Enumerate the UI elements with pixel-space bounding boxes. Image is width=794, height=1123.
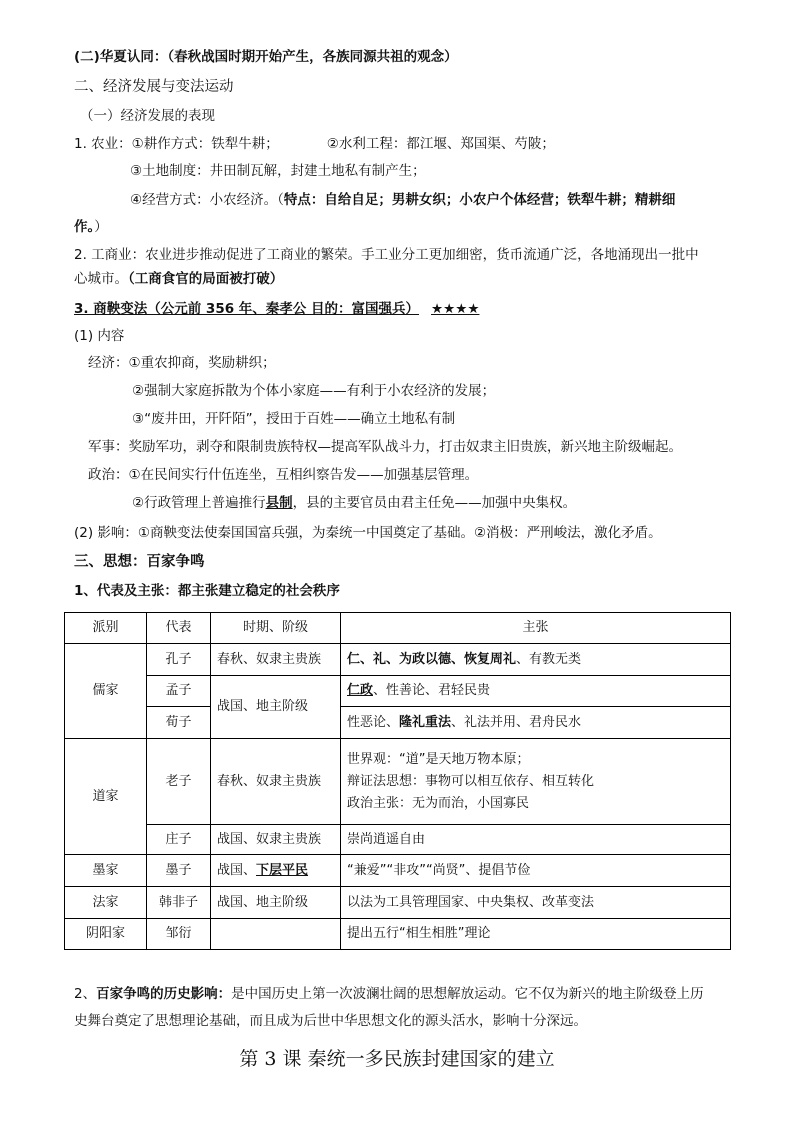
thought-impact-line-1 <box>74 985 704 1003</box>
period-mozi <box>211 855 341 887</box>
header-rep: 代表 <box>147 613 211 644</box>
claim-laozi-politics: 政治主张：无为而治，小国寡民 <box>347 795 530 811</box>
claim-xunzi-bold: 隆礼重法 <box>399 714 452 730</box>
school-mo: 墨家 <box>65 855 147 887</box>
period-zhuangzi: 战国、奴隶主贵族 <box>211 825 341 855</box>
rep-zhuangzi: 庄子 <box>147 825 211 855</box>
reform-impact: (2) 影响：①商鞅变法使秦国国富兵强，为秦统一中国奠定了基础。②消极：严刑峻法，激化矛盾。 <box>74 525 662 541</box>
section-huaxia-line <box>74 48 458 66</box>
agri-line-3 <box>130 191 675 209</box>
period-laozi: 春秋、奴隶主贵族 <box>211 739 341 825</box>
thought-subheading <box>74 582 340 600</box>
claim-laozi <box>341 739 731 825</box>
claim-xunzi-a: 性恶论、 <box>347 714 400 730</box>
table-row <box>65 707 731 739</box>
header-period: 时期、阶级 <box>211 613 341 644</box>
period-mozi-bold: 下层平民 <box>256 862 309 878</box>
impact-number: 2、 <box>74 986 97 1002</box>
reform-econ-1: 经济：①重农抑商，奖励耕织； <box>88 355 276 371</box>
reform-stars: ★★★★ <box>431 301 480 317</box>
rep-mozi: 墨子 <box>147 855 211 887</box>
rep-zouyan: 邹衍 <box>147 919 211 950</box>
commerce-line-2 <box>74 270 283 288</box>
claim-zouyan: 提出五行“相生相胜”理论 <box>341 919 731 950</box>
rep-hanfeizi: 韩非子 <box>147 887 211 919</box>
impact-text: 是中国历史上第一次波澜壮阔的思想解放运动。它不仅为新兴的地主阶级登上历 <box>231 986 704 1002</box>
table-row <box>65 739 731 825</box>
thought-sub-label: 1、代表及主张： <box>74 583 178 599</box>
header-school: 派别 <box>65 613 147 644</box>
section-economy-heading: 二、经济发展与变法运动 <box>74 79 234 95</box>
reform-politics-1: 政治：①在民间实行什伍连坐，互相纠察告发——加强基层管理。 <box>88 467 479 483</box>
reform-military: 军事：奖励军功，剥夺和限制贵族特权—提高军队战斗力，打击奴隶主旧贵族，新兴地主阶级崛起。 <box>88 439 682 455</box>
claim-laozi-worldview: 世界观：“道”是天地万物本原； <box>347 751 530 767</box>
table-row <box>65 919 731 950</box>
agri-farming: 1. 农业：①耕作方式：铁犁牛耕； <box>74 136 279 152</box>
claim-zhuangzi: 崇尚逍遥自由 <box>341 825 731 855</box>
huaxia-heading: (二)华夏认同： <box>74 49 168 65</box>
school-ru: 儒家 <box>65 644 147 739</box>
huaxia-note: （春秋战国时期开始产生，各族同源共祖的观念） <box>167 49 458 65</box>
claim-hanfeizi: 以法为工具管理国家、中央集权、改革变法 <box>341 887 731 919</box>
period-hanfeizi: 战国、地主阶级 <box>211 887 341 919</box>
agri-line-2: ③土地制度：井田制瓦解，封建土地私有制产生； <box>130 163 426 179</box>
claim-laozi-dialectic: 辩证法思想：事物可以相互依存、相互转化 <box>347 773 595 789</box>
school-yinyang: 阴阳家 <box>65 919 147 950</box>
header-claim: 主张 <box>341 613 731 644</box>
period-mengzi-xunzi: 战国、地主阶级 <box>211 676 341 739</box>
claim-kongzi-rest: 、有教无类 <box>516 651 582 667</box>
claim-xunzi-c: 、礼法并用、君舟民水 <box>451 714 582 730</box>
claim-kongzi <box>341 644 731 676</box>
period-mozi-a: 战国、 <box>217 862 257 878</box>
agri-features-end: 作。 <box>74 219 95 235</box>
thought-sub-note: 都主张建立稳定的社会秩序 <box>177 583 340 599</box>
agri-water: ②水利工程：都江堰、郑国渠、芍陂； <box>326 136 555 152</box>
school-dao: 道家 <box>65 739 147 855</box>
table-row <box>65 644 731 676</box>
rep-kongzi: 孔子 <box>147 644 211 676</box>
commerce-note: （工商食官的局面被打破） <box>128 271 284 287</box>
school-fa: 法家 <box>65 887 147 919</box>
table-row <box>65 887 731 919</box>
table-row <box>65 825 731 855</box>
claim-mengzi-rest: 、性善论、君轻民贵 <box>373 683 491 698</box>
reform-content-label: (1) 内容 <box>74 328 125 344</box>
pol2-suffix: ，县的主要官员由君主任免——加强中央集权。 <box>292 495 577 511</box>
rep-xunzi: 荀子 <box>147 707 211 739</box>
impact-label: 百家争鸣的历史影响： <box>96 986 232 1002</box>
economy-subheading: （一）经济发展的表现 <box>80 108 215 124</box>
commerce-cities: 心城市。 <box>74 271 128 287</box>
reform-econ-3: ③“废井田，开阡陌”，授田于百姓——确立土地私有制 <box>132 411 456 427</box>
pol2-prefix: ②行政管理上普遍推行 <box>132 495 266 511</box>
rep-mengzi: 孟子 <box>147 676 211 707</box>
reform-heading: 3. 商鞅变法（公元前 356 年、秦孝公 目的：富国强兵） <box>74 301 420 317</box>
commerce-line-1: 2. 工商业：农业进步推动促进了工商业的繁荣。手工业分工更加细密，货币流通广泛，各地涌现出一批中 <box>74 247 699 263</box>
reform-econ-2: ②强制大家庭拆散为个体小家庭——有利于小农经济的发展； <box>132 383 496 399</box>
claim-mozi: “兼爱”“非攻”“尚贤”、提倡节俭 <box>341 855 731 887</box>
schools-table <box>64 612 731 950</box>
claim-mengzi-bold: 仁政 <box>347 683 374 698</box>
section-thought-heading: 三、思想：百家争鸣 <box>74 554 205 570</box>
rep-laozi: 老子 <box>147 739 211 825</box>
agri-line-4 <box>74 218 108 236</box>
agri-management: ④经营方式：小农经济。（ <box>130 192 284 208</box>
claim-mengzi <box>341 676 731 707</box>
period-zouyan <box>211 919 341 950</box>
reform-politics-2 <box>132 494 576 512</box>
agri-line-1 <box>74 135 555 153</box>
table-row <box>65 676 731 707</box>
table-header-row <box>65 613 731 644</box>
lesson-title: 第 3 课 秦统一多民族封建国家的建立 <box>239 1048 555 1070</box>
reform-heading-line <box>74 300 479 318</box>
county-system: 县制 <box>265 495 293 511</box>
period-kongzi: 春秋、奴隶主贵族 <box>211 644 341 676</box>
claim-xunzi <box>341 707 731 739</box>
thought-impact-line-2: 史舞台奠定了思想理论基础，而且成为后世中华思想文化的源头活水，影响十分深远。 <box>74 1013 587 1029</box>
claim-kongzi-bold: 仁、礼、为政以德、恢复周礼 <box>347 651 517 667</box>
agri-paren-close: ） <box>94 219 108 235</box>
table-row <box>65 855 731 887</box>
agri-features: 特点：自给自足；男耕女织；小农户个体经营；铁犁牛耕；精耕细 <box>283 192 676 208</box>
